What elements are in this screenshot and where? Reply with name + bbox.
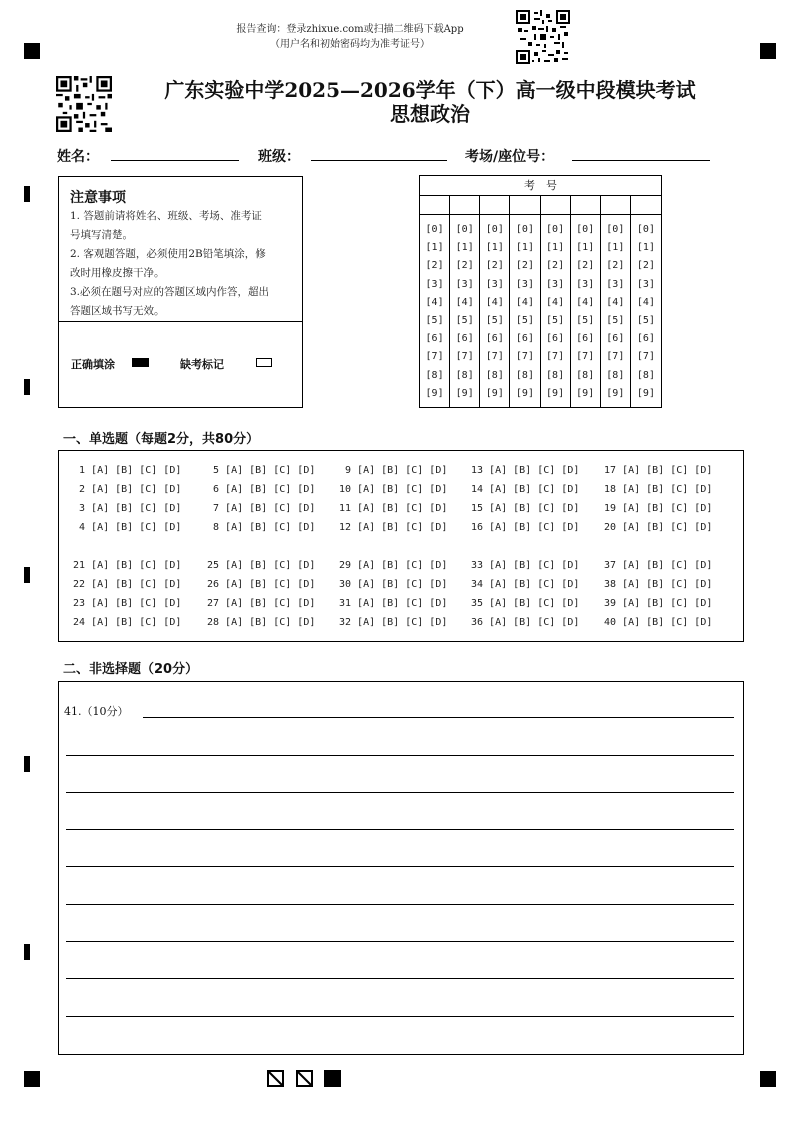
question-row[interactable]: 40 [A] [B] [C] [D] — [604, 617, 713, 628]
exam-digit-bubble[interactable]: [0] — [485, 224, 504, 235]
question-row[interactable]: 16 [A] [B] [C] [D] — [471, 522, 580, 533]
question-row[interactable]: 17 [A] [B] [C] [D] — [604, 465, 713, 476]
question-row[interactable]: 19 [A] [B] [C] [D] — [604, 503, 713, 514]
question-row[interactable]: 2 [A] [B] [C] [D] — [73, 484, 182, 495]
timing-mark — [24, 567, 30, 583]
exam-digit-bubble[interactable]: [8] — [546, 369, 565, 381]
question-row[interactable]: 36 [A] [B] [C] [D] — [471, 617, 580, 628]
exam-digit-bubble[interactable]: [2] — [546, 260, 565, 272]
question-row[interactable]: 25 [A] [B] [C] [D] — [207, 560, 316, 571]
question-row[interactable]: 26 [A] [B] [C] [D] — [207, 579, 316, 590]
answer-line[interactable] — [66, 1016, 734, 1017]
exam-digit-bubble[interactable]: [6] — [636, 333, 655, 345]
instruction-line: 3.必须在题号对应的答题区域内作答，超出 — [70, 286, 270, 298]
exam-digit-bubble[interactable]: [7] — [425, 351, 444, 363]
instruction-line: 2. 客观题答题，必须使用2B铅笔填涂，修 — [70, 248, 266, 260]
question-group — [73, 461, 181, 537]
exam-number-columns — [420, 195, 661, 407]
name-field[interactable] — [111, 160, 239, 161]
exam-digit-bubble[interactable]: [7] — [576, 351, 595, 363]
timing-mark — [24, 944, 30, 960]
exam-number-heading: 考 号 — [420, 176, 661, 196]
timing-mark — [24, 186, 30, 202]
exam-digit-bubble[interactable]: [0] — [515, 224, 534, 235]
question-row[interactable]: 7 [A] [B] [C] [D] — [207, 503, 316, 514]
crossed-box-icon — [267, 1070, 284, 1087]
exam-digit-bubble[interactable]: [2] — [576, 260, 595, 272]
instruction-line: 1. 答题前请将姓名、班级、考场、准考证 — [70, 210, 262, 222]
class-label: 班级： — [258, 149, 300, 165]
report-notice-line2: （用户名和初始密码均为准考证号） — [270, 39, 430, 50]
exam-digit-bubble[interactable]: [9] — [425, 387, 444, 399]
exam-number-grid — [419, 175, 662, 408]
qr-code-icon — [56, 76, 112, 132]
question-group — [73, 556, 181, 632]
question-row[interactable]: 1 [A] [B] [C] [D] — [73, 465, 182, 476]
question-group — [471, 461, 579, 537]
exam-digit-bubble[interactable]: [6] — [425, 333, 444, 345]
registration-mark-top-left — [24, 43, 40, 59]
question-group — [471, 556, 579, 632]
exam-digit-bubble[interactable]: [6] — [515, 333, 534, 345]
exam-digit-bubble[interactable]: [1] — [485, 242, 504, 254]
correct-fill-label: 正确填涂 — [71, 358, 115, 371]
q41-label: 41.（10分） — [64, 705, 129, 718]
answer-line[interactable] — [66, 792, 734, 793]
question-row[interactable]: 14 [A] [B] [C] [D] — [471, 484, 580, 495]
exam-number-column — [420, 195, 450, 407]
question-row[interactable]: 12 [A] [B] [C] [D] — [339, 522, 448, 533]
instruction-line: 答题区域书写无效。 — [70, 305, 165, 317]
question-group — [339, 556, 447, 632]
exam-digit-bubble[interactable]: [6] — [576, 333, 595, 345]
question-row[interactable]: 38 [A] [B] [C] [D] — [604, 579, 713, 590]
answer-line[interactable] — [66, 904, 734, 905]
exam-digit-bubble[interactable]: [4] — [485, 296, 504, 308]
instruction-line: 改时用橡皮擦干净。 — [70, 267, 165, 279]
question-row[interactable]: 22 [A] [B] [C] [D] — [73, 579, 182, 590]
exam-title — [120, 78, 740, 126]
question-group — [604, 556, 712, 632]
exam-digit-bubble[interactable]: [6] — [455, 333, 474, 345]
exam-digit-bubble[interactable]: [7] — [636, 351, 655, 363]
exam-digit-bubble[interactable]: [4] — [425, 296, 444, 308]
exam-digit-bubble[interactable]: [7] — [455, 351, 474, 363]
question-row[interactable]: 28 [A] [B] [C] [D] — [207, 617, 316, 628]
exam-number-column — [571, 195, 601, 407]
exam-digit-bubble[interactable]: [8] — [425, 369, 444, 381]
exam-digit-bubble[interactable]: [3] — [636, 278, 655, 290]
question-row[interactable]: 8 [A] [B] [C] [D] — [207, 522, 316, 533]
crossed-box-icon — [296, 1070, 313, 1087]
exam-digit-bubble[interactable]: [5] — [546, 314, 565, 326]
question-row[interactable]: 4 [A] [B] [C] [D] — [73, 522, 182, 533]
exam-digit-bubble[interactable]: [2] — [485, 260, 504, 272]
answer-line[interactable] — [143, 717, 734, 718]
exam-digit-bubble[interactable]: [6] — [546, 333, 565, 345]
report-notice — [200, 22, 500, 52]
answer-line[interactable] — [66, 755, 734, 756]
exam-digit-bubble[interactable]: [8] — [455, 369, 474, 381]
room-seat-field[interactable] — [572, 160, 710, 161]
instructions-heading: 注意事项 — [70, 190, 126, 206]
instructions-divider — [59, 321, 302, 322]
exam-digit-bubble[interactable]: [8] — [636, 369, 655, 381]
exam-digit-bubble[interactable]: [3] — [546, 278, 565, 290]
exam-title-line1: 广东实验中学2025—2026学年（下）高一级中段模块考试 — [164, 78, 696, 102]
question-row[interactable]: 39 [A] [B] [C] [D] — [604, 598, 713, 609]
exam-digit-bubble[interactable]: [1] — [576, 242, 595, 254]
question-row[interactable]: 37 [A] [B] [C] [D] — [604, 560, 713, 571]
question-row[interactable]: 13 [A] [B] [C] [D] — [471, 465, 580, 476]
answer-line[interactable] — [66, 866, 734, 867]
question-row[interactable]: 15 [A] [B] [C] [D] — [471, 503, 580, 514]
question-row[interactable]: 3 [A] [B] [C] [D] — [73, 503, 182, 514]
question-row[interactable]: 27 [A] [B] [C] [D] — [207, 598, 316, 609]
exam-digit-bubble[interactable]: [2] — [425, 260, 444, 272]
exam-digit-bubble[interactable]: [1] — [636, 242, 655, 254]
question-row[interactable]: 32 [A] [B] [C] [D] — [339, 617, 448, 628]
section1-title: 一、单选题（每题2分，共80分） — [63, 432, 260, 447]
exam-digit-bubble[interactable]: [9] — [576, 387, 595, 399]
exam-digit-bubble[interactable]: [3] — [425, 278, 444, 290]
question-row[interactable]: 23 [A] [B] [C] [D] — [73, 598, 182, 609]
correct-fill-sample — [132, 358, 149, 367]
exam-digit-bubble[interactable]: [6] — [606, 333, 625, 345]
exam-digit-bubble[interactable]: [5] — [606, 314, 625, 326]
exam-digit-bubble[interactable]: [7] — [546, 351, 565, 363]
exam-digit-bubble[interactable]: [9] — [515, 387, 534, 399]
question-row[interactable]: 5 [A] [B] [C] [D] — [207, 465, 316, 476]
exam-number-column — [450, 195, 480, 407]
answer-line[interactable] — [66, 941, 734, 942]
timing-mark — [24, 379, 30, 395]
question-row[interactable]: 21 [A] [B] [C] [D] — [73, 560, 182, 571]
exam-digit-bubble[interactable]: [0] — [425, 224, 444, 235]
question-row[interactable]: 29 [A] [B] [C] [D] — [339, 560, 448, 571]
class-field[interactable] — [311, 160, 447, 161]
instruction-line: 号填写清楚。 — [70, 229, 133, 241]
multiple-choice-area — [59, 451, 743, 641]
exam-digit-bubble[interactable]: [1] — [455, 242, 474, 254]
exam-digit-bubble[interactable]: [0] — [455, 224, 474, 235]
qr-code-icon — [516, 10, 570, 64]
exam-digit-bubble[interactable]: [5] — [425, 314, 444, 326]
exam-digit-bubble[interactable]: [8] — [576, 369, 595, 381]
exam-digit-bubble[interactable]: [9] — [455, 387, 474, 399]
timing-mark — [24, 756, 30, 772]
report-notice-line1: 报告查询：登录zhixue.com或扫描二维码下载App — [236, 24, 464, 35]
exam-digit-bubble[interactable]: [0] — [636, 224, 655, 235]
exam-digit-bubble[interactable]: [6] — [485, 333, 504, 345]
exam-digit-bubble[interactable]: [1] — [546, 242, 565, 254]
exam-digit-bubble[interactable]: [7] — [606, 351, 625, 363]
exam-number-column — [510, 195, 540, 407]
instructions-box — [58, 176, 303, 408]
exam-digit-bubble[interactable]: [7] — [515, 351, 534, 363]
question-row[interactable]: 10 [A] [B] [C] [D] — [339, 484, 448, 495]
question-row[interactable]: 31 [A] [B] [C] [D] — [339, 598, 448, 609]
room-seat-label: 考场/座位号： — [465, 149, 555, 165]
exam-digit-bubble[interactable]: [9] — [606, 387, 625, 399]
question-group — [339, 461, 447, 537]
registration-mark-bottom-left — [24, 1071, 40, 1087]
answer-line[interactable] — [66, 829, 734, 830]
question-row[interactable]: 11 [A] [B] [C] [D] — [339, 503, 448, 514]
exam-number-column — [631, 195, 661, 407]
exam-digit-bubble[interactable]: [4] — [606, 296, 625, 308]
absent-mark-checkbox[interactable] — [256, 358, 272, 367]
exam-digit-bubble[interactable]: [5] — [455, 314, 474, 326]
question-row[interactable]: 6 [A] [B] [C] [D] — [207, 484, 316, 495]
exam-digit-bubble[interactable]: [1] — [515, 242, 534, 254]
exam-digit-bubble[interactable]: [8] — [606, 369, 625, 381]
exam-digit-bubble[interactable]: [4] — [455, 296, 474, 308]
exam-digit-bubble[interactable]: [2] — [455, 260, 474, 272]
registration-mark-bottom-right — [760, 1071, 776, 1087]
answer-line[interactable] — [66, 978, 734, 979]
exam-digit-bubble[interactable]: [9] — [546, 387, 565, 399]
exam-digit-bubble[interactable]: [5] — [576, 314, 595, 326]
exam-digit-bubble[interactable]: [1] — [606, 242, 625, 254]
exam-digit-bubble[interactable]: [7] — [485, 351, 504, 363]
exam-subject: 思想政治 — [390, 102, 470, 126]
question-row[interactable]: 35 [A] [B] [C] [D] — [471, 598, 580, 609]
question-row[interactable]: 30 [A] [B] [C] [D] — [339, 579, 448, 590]
exam-digit-bubble[interactable]: [8] — [515, 369, 534, 381]
exam-digit-bubble[interactable]: [4] — [515, 296, 534, 308]
exam-digit-bubble[interactable]: [3] — [606, 278, 625, 290]
filled-box-mark — [324, 1070, 341, 1087]
question-group — [207, 556, 315, 632]
section2-answer-box — [58, 681, 744, 1055]
question-row[interactable]: 33 [A] [B] [C] [D] — [471, 560, 580, 571]
section2-title: 二、非选择题（20分） — [63, 662, 199, 677]
registration-mark-top-right — [760, 43, 776, 59]
exam-digit-bubble[interactable]: [9] — [636, 387, 655, 399]
exam-number-column — [480, 195, 510, 407]
exam-digit-bubble[interactable]: [2] — [636, 260, 655, 272]
question-row[interactable]: 24 [A] [B] [C] [D] — [73, 617, 182, 628]
exam-digit-bubble[interactable]: [4] — [576, 296, 595, 308]
exam-digit-bubble[interactable]: [3] — [576, 278, 595, 290]
exam-digit-bubble[interactable]: [4] — [546, 296, 565, 308]
question-row[interactable]: 9 [A] [B] [C] [D] — [339, 465, 448, 476]
exam-digit-bubble[interactable]: [2] — [606, 260, 625, 272]
question-row[interactable]: 34 [A] [B] [C] [D] — [471, 579, 580, 590]
question-row[interactable]: 18 [A] [B] [C] [D] — [604, 484, 713, 495]
exam-digit-bubble[interactable]: [0] — [606, 224, 625, 235]
exam-digit-bubble[interactable]: [3] — [515, 278, 534, 290]
exam-digit-bubble[interactable]: [9] — [485, 387, 504, 399]
question-group — [207, 461, 315, 537]
exam-digit-bubble[interactable]: [3] — [485, 278, 504, 290]
section1-answer-box — [58, 450, 744, 642]
name-label: 姓名： — [57, 149, 99, 165]
exam-digit-bubble[interactable]: [4] — [636, 296, 655, 308]
exam-digit-bubble[interactable]: [5] — [636, 314, 655, 326]
instructions-list — [70, 207, 298, 321]
exam-number-column — [541, 195, 571, 407]
question-group — [604, 461, 712, 537]
exam-digit-bubble[interactable]: [5] — [515, 314, 534, 326]
question-row[interactable]: 20 [A] [B] [C] [D] — [604, 522, 713, 533]
exam-digit-bubble[interactable]: [3] — [455, 278, 474, 290]
exam-digit-bubble[interactable]: [5] — [485, 314, 504, 326]
exam-number-column — [601, 195, 631, 407]
exam-digit-bubble[interactable]: [2] — [515, 260, 534, 272]
exam-digit-bubble[interactable]: [0] — [576, 224, 595, 235]
absent-mark-label: 缺考标记 — [180, 358, 224, 371]
exam-digit-bubble[interactable]: [0] — [546, 224, 565, 235]
exam-digit-bubble[interactable]: [1] — [425, 242, 444, 254]
exam-digit-bubble[interactable]: [8] — [485, 369, 504, 381]
